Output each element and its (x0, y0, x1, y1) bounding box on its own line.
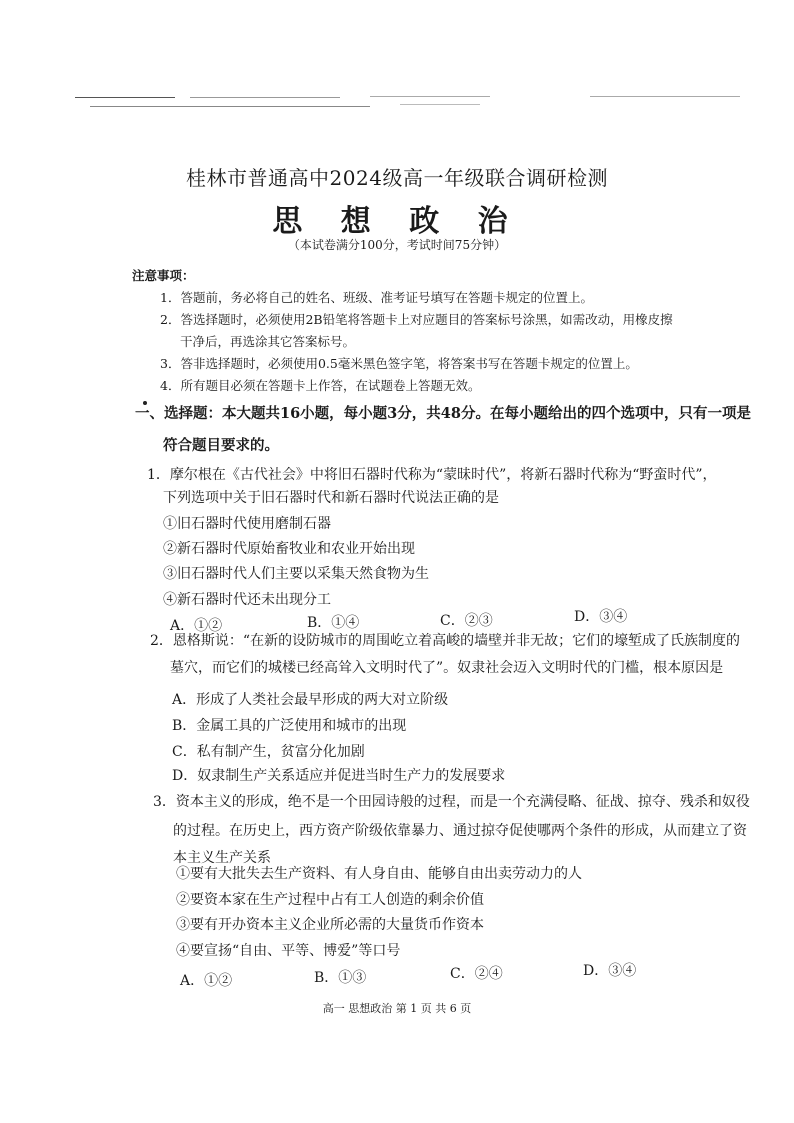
question-1-statement: ③旧石器时代人们主要以采集天然食物为生 (163, 566, 429, 582)
question-2-option-b[interactable]: B．金属工具的广泛使用和城市的出现 (172, 718, 407, 734)
question-2-option-a[interactable]: A．形成了人类社会最早形成的两大对立阶级 (172, 692, 449, 708)
page-footer: 高一 思想政治 第 1 页 共 6 页 (322, 1002, 472, 1015)
question-3-statement: ③要有开办资本主义企业所必需的大量货币作资本 (176, 917, 484, 933)
question-3-statement: ①要有大批失去生产资料、有人身自由、能够自由出卖劳动力的人 (176, 866, 582, 882)
question-3-stem: 本主义生产关系 (173, 850, 271, 866)
question-1-stem: 下列选项中关于旧石器时代和新石器时代说法正确的是 (163, 490, 499, 506)
section-heading-cont: 符合题目要求的。 (163, 437, 279, 454)
question-3-option-b[interactable]: B．①③ (314, 970, 367, 986)
scan-artifact-line (190, 97, 340, 98)
question-1-option-c[interactable]: C．②③ (440, 613, 493, 629)
question-1-option-b[interactable]: B．①④ (307, 615, 360, 631)
exam-title: 桂林市普通高中2024级高一年级联合调研检测 (186, 166, 608, 190)
question-3-statement: ④要宣扬“自由、平等、博爱”等口号 (176, 943, 401, 959)
notice-block (132, 265, 732, 397)
question-1-stem: 1．摩尔根在《古代社会》中将旧石器时代称为“蒙昧时代”，将新石器时代称为“野蛮时代”， (147, 467, 717, 483)
exam-info: （本试卷满分100分，考试时间75分钟） (287, 238, 507, 252)
notice-item: 2．答选择题时，必须使用2B铅笔将答题卡上对应题目的答案标号涂黑，如需改动，用橡皮擦 (160, 312, 673, 327)
question-2-option-d[interactable]: D．奴隶制生产关系适应并促进当时生产力的发展要求 (172, 768, 506, 784)
question-1-statement: ②新石器时代原始畜牧业和农业开始出现 (163, 541, 415, 557)
scan-artifact-line (590, 96, 740, 97)
question-3-option-c[interactable]: C．②④ (450, 966, 503, 982)
notice-item: 4．所有题目必须在答题卡上作答，在试题卷上答题无效。 (160, 378, 481, 393)
question-1-option-d[interactable]: D．③④ (574, 609, 628, 625)
subject-title: 思 想 政 治 (272, 204, 522, 239)
question-2-option-c[interactable]: C．私有制产生，贫富分化加剧 (172, 744, 365, 760)
scan-artifact-line (400, 104, 480, 105)
notice-item: 干净后，再选涂其它答案标号。 (180, 334, 356, 349)
scan-artifact-line (90, 106, 370, 107)
scan-artifact-line (75, 97, 175, 98)
question-2-stem: 墓穴，而它们的城楼已经高耸入文明时代了”。奴隶社会迈入文明时代的门槛，根本原因是 (170, 660, 724, 676)
question-2-stem: 2．恩格斯说：“在新的设防城市的周围屹立着高峻的墙壁并非无故；它们的壕堑成了氏族制度的 (150, 633, 741, 649)
section-heading: 一、选择题：本大题共16小题，每小题3分，共48分。在每小题给出的四个选项中，只有一项是 (135, 405, 751, 422)
question-3-option-a[interactable]: A．①② (180, 973, 233, 989)
question-3-stem: 3．资本主义的形成，绝不是一个田园诗般的过程，而是一个充满侵略、征战、掠夺、残杀和奴役 (153, 794, 750, 810)
question-1-statement: ④新石器时代还未出现分工 (163, 592, 331, 608)
question-3-option-d[interactable]: D．③④ (583, 963, 637, 979)
notice-heading: 注意事项： (132, 268, 195, 283)
question-1-option-a[interactable]: A．①② (170, 618, 223, 634)
notice-item: 1．答题前，务必将自己的姓名、班级、准考证号填写在答题卡规定的位置上。 (160, 290, 593, 305)
question-3-statement: ②要资本家在生产过程中占有工人创造的剩余价值 (176, 892, 484, 908)
question-3-stem: 的过程。在历史上，西方资产阶级依靠暴力、通过掠夺促使哪两个条件的形成，从而建立了资 (173, 823, 747, 839)
question-1-statement: ①旧石器时代使用磨制石器 (163, 516, 331, 532)
notice-item: 3．答非选择题时，必须使用0.5毫米黑色签字笔，将答案书写在答题卡规定的位置上。 (160, 356, 638, 371)
scan-artifact-line (370, 96, 490, 97)
